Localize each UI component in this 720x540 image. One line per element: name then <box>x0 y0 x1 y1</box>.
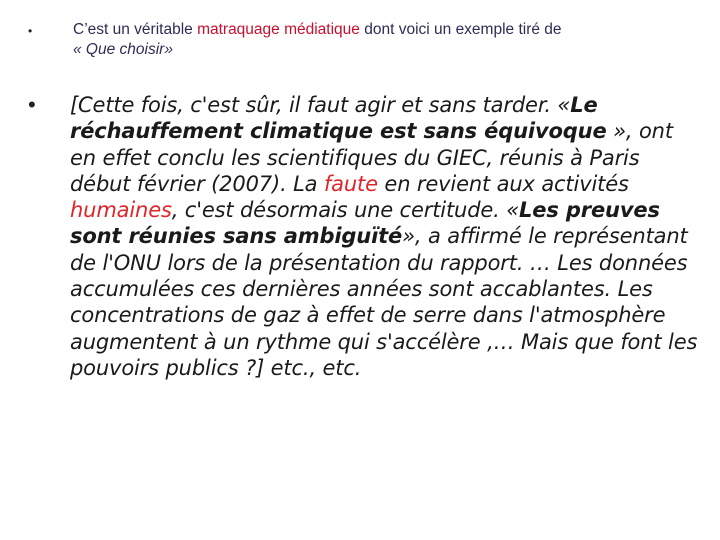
intro-part1: C’est un véritable <box>73 21 198 38</box>
quote-seg3: », ont en effet conclu les scientifiques du GIEC, réunis à Paris début février (2007). La <box>70 119 673 196</box>
bullet-intro-text <box>73 20 698 60</box>
quote-red-faute: faute <box>323 171 378 196</box>
bullet-intro <box>28 20 698 60</box>
bullet-quote-text <box>70 92 698 381</box>
quote-seg7: , c'est désormais une certitude. « <box>171 198 520 223</box>
bullet-marker: • <box>28 24 33 38</box>
bullet-marker: • <box>28 92 36 117</box>
quote-seg1: [Cette fois, c'est sûr, il faut agir et sans tarder. « <box>70 93 571 117</box>
intro-part2: dont voici un exemple tiré de <box>359 21 562 38</box>
bullet-quote <box>28 92 698 381</box>
quote-bold-2: Les preuves sont réunies sans ambiguïté <box>70 198 660 249</box>
intro-source: « Que choisir» <box>73 41 173 58</box>
quote-bold-1: Le réchauffement climatique est sans équivoque <box>70 93 607 144</box>
quote-red-humaines: humaines <box>70 198 172 223</box>
intro-highlight: matraquage médiatique <box>197 21 360 38</box>
quote-seg9: », a affirmé le représentant de l'ONU lors de la présentation du rapport. … Les données accumulées ces dernières années sont accablantes. Les concentrations de gaz à effet de serre dans l'atmosphère augmentent à un rythme qui s'accélère ,… Mais que font les pouvoirs publics ?] etc., etc. <box>70 224 698 380</box>
quote-seg5: en revient aux activités <box>377 171 629 196</box>
